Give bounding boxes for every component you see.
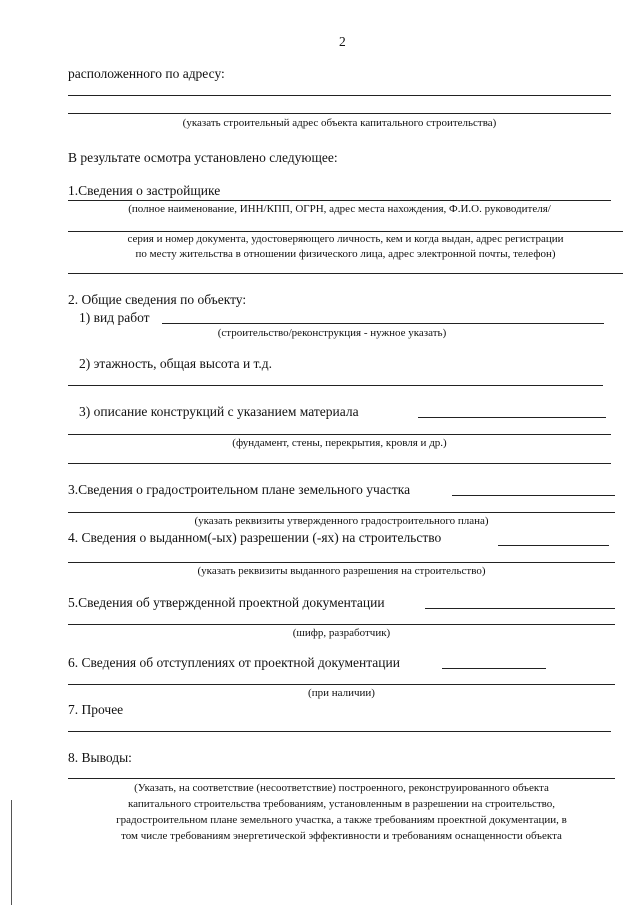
- developer-hint-1: (полное наименование, ИНН/КПП, ОГРН, адрес места нахождения, Ф.И.О. руководителя/: [128, 203, 551, 215]
- page-number: 2: [339, 34, 346, 49]
- deviations-line-1[interactable]: [442, 668, 546, 669]
- project-docs-hint: (шифр, разработчик): [292, 627, 391, 639]
- conclusions-hint-4: том числе требованиям энергетической эффективности и требованиям оснащенности объекта: [121, 830, 562, 842]
- floors-line[interactable]: [68, 385, 603, 386]
- permits-line-2[interactable]: [68, 562, 615, 563]
- developer-line-2[interactable]: [68, 231, 623, 232]
- other-label: 7. Прочее: [68, 702, 124, 717]
- structures-label: 3) описание конструкций с указанием материала: [79, 404, 359, 419]
- work-type-line[interactable]: [162, 323, 604, 324]
- conclusions-hint-1: (Указать, на соответствие (несоответствие) построенного, реконструированного объекта: [134, 782, 549, 794]
- structures-line-1[interactable]: [418, 417, 606, 418]
- address-line-1[interactable]: [68, 95, 611, 96]
- object-info-label: 2. Общие сведения по объекту:: [68, 292, 247, 307]
- deviations-label: 6. Сведения об отступлениях от проектной документации: [68, 655, 400, 670]
- structures-hint: (фундамент, стены, перекрытия, кровля и др.): [232, 437, 447, 449]
- developer-label: 1.Сведения о застройщике: [68, 183, 221, 198]
- project-docs-line-2[interactable]: [68, 624, 615, 625]
- work-type-label: 1) вид работ: [79, 310, 150, 325]
- structures-line-3[interactable]: [68, 463, 611, 464]
- address-label: расположенного по адресу:: [68, 66, 225, 81]
- conclusions-line[interactable]: [68, 778, 615, 779]
- urban-plan-line-2[interactable]: [68, 512, 615, 513]
- permits-hint: (указать реквизиты выданного разрешения на строительство): [197, 565, 486, 577]
- inspection-result-heading: В результате осмотра установлено следующее:: [68, 150, 338, 165]
- developer-hint-2: серия и номер документа, удостоверяющего личность, кем и когда выдан, адрес регистрации: [127, 233, 564, 245]
- work-type-hint: (строительство/реконструкция - нужное указать): [217, 327, 447, 339]
- developer-line-3[interactable]: [68, 273, 623, 274]
- structures-line-2[interactable]: [68, 434, 611, 435]
- developer-line-1[interactable]: [68, 200, 611, 201]
- project-docs-label: 5.Сведения об утвержденной проектной документации: [68, 595, 385, 610]
- urban-plan-line-1[interactable]: [452, 495, 615, 496]
- developer-hint-3: по месту жительства в отношении физического лица, адрес электронной почты, телефон): [135, 248, 556, 260]
- deviations-line-2[interactable]: [68, 684, 615, 685]
- urban-plan-hint: (указать реквизиты утвержденного градостроительного плана): [194, 515, 489, 527]
- project-docs-line-1[interactable]: [425, 608, 615, 609]
- conclusions-hint-3: градостроительном плане земельного участка, а также требованиям проектной документации, в: [116, 814, 567, 826]
- floors-label: 2) этажность, общая высота и т.д.: [79, 356, 273, 371]
- permits-line-1[interactable]: [498, 545, 609, 546]
- address-line-2[interactable]: [68, 113, 611, 114]
- address-hint: (указать строительный адрес объекта капитального строительства): [182, 117, 497, 129]
- conclusions-hint-2: капитального строительства требованиям, установленным в разрешении на строительство,: [127, 798, 556, 810]
- deviations-hint: (при наличии): [308, 687, 375, 699]
- other-line[interactable]: [68, 731, 611, 732]
- conclusions-label: 8. Выводы:: [68, 750, 132, 765]
- permits-label: 4. Сведения о выданном(-ых) разрешении (-ях) на строительство: [68, 530, 442, 545]
- margin-scan-line: [11, 800, 12, 905]
- urban-plan-label: 3.Сведения о градостроительном плане земельного участка: [68, 482, 411, 497]
